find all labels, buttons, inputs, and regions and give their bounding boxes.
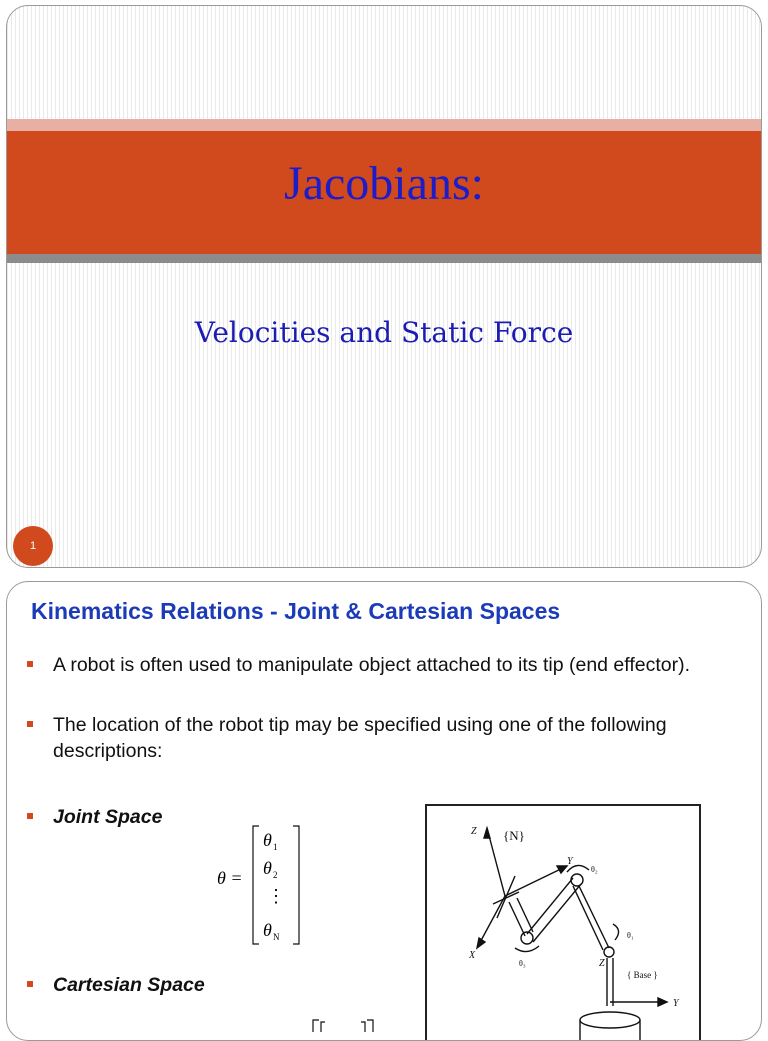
left-bracket bbox=[253, 826, 259, 944]
matrix-subscript: 1 bbox=[273, 842, 278, 852]
bullet-marker-icon bbox=[27, 981, 33, 987]
matrix-entry: ⋮ bbox=[267, 886, 285, 906]
label-frame-n: {N} bbox=[503, 828, 525, 843]
robot-arm-diagram bbox=[427, 806, 699, 1041]
bullet-marker-icon bbox=[27, 721, 33, 727]
matrix-subscript: N bbox=[273, 932, 280, 942]
bullet-item bbox=[27, 972, 205, 998]
bullet-text: A robot is often used to manipulate object attached to its tip (end effector). bbox=[53, 654, 691, 676]
cartesian-equation-partial bbox=[305, 1014, 385, 1034]
bullet-item bbox=[27, 712, 717, 764]
label-theta2: θ₂ bbox=[591, 865, 598, 874]
header-band-light bbox=[7, 119, 761, 131]
label-z-top: Z bbox=[471, 826, 477, 837]
bullet-marker-icon bbox=[27, 813, 33, 819]
bullet-text: The location of the robot tip may be specified using one of the following descriptions: bbox=[53, 714, 667, 762]
slide-title: Jacobians: bbox=[284, 157, 484, 210]
title-band-underline bbox=[7, 254, 761, 263]
bullet-marker-icon bbox=[27, 661, 33, 667]
slide-subtitle: Velocities and Static Force bbox=[194, 316, 574, 349]
bullet-text: Cartesian Space bbox=[53, 974, 205, 996]
right-bracket bbox=[293, 826, 299, 944]
bullet-item bbox=[27, 652, 717, 678]
joint-space-equation bbox=[217, 822, 317, 952]
content-slide bbox=[6, 581, 762, 1041]
matrix-entry: θ bbox=[263, 920, 272, 940]
slide-heading: Kinematics Relations - Joint & Cartesian Spaces bbox=[31, 598, 561, 624]
label-theta3: θ₃ bbox=[519, 959, 526, 968]
page-number-badge: 1 bbox=[13, 526, 53, 566]
label-y-base: Y bbox=[673, 998, 679, 1009]
robot-arm-figure bbox=[425, 804, 701, 1041]
label-frame-base: { Base } bbox=[627, 970, 658, 980]
title-slide bbox=[6, 5, 762, 568]
matrix-entry: θ bbox=[263, 830, 272, 850]
matrix-subscript: 2 bbox=[273, 870, 278, 880]
label-y-top: Y bbox=[567, 856, 573, 867]
label-z-base: Z bbox=[599, 958, 605, 969]
label-x-left: X bbox=[469, 950, 476, 961]
matrix-entry: θ bbox=[263, 858, 272, 878]
bullet-text: Joint Space bbox=[53, 806, 163, 828]
bullet-item bbox=[27, 804, 162, 830]
equation-lhs: θ = bbox=[217, 868, 243, 888]
label-theta1: θ₁ bbox=[627, 931, 634, 940]
